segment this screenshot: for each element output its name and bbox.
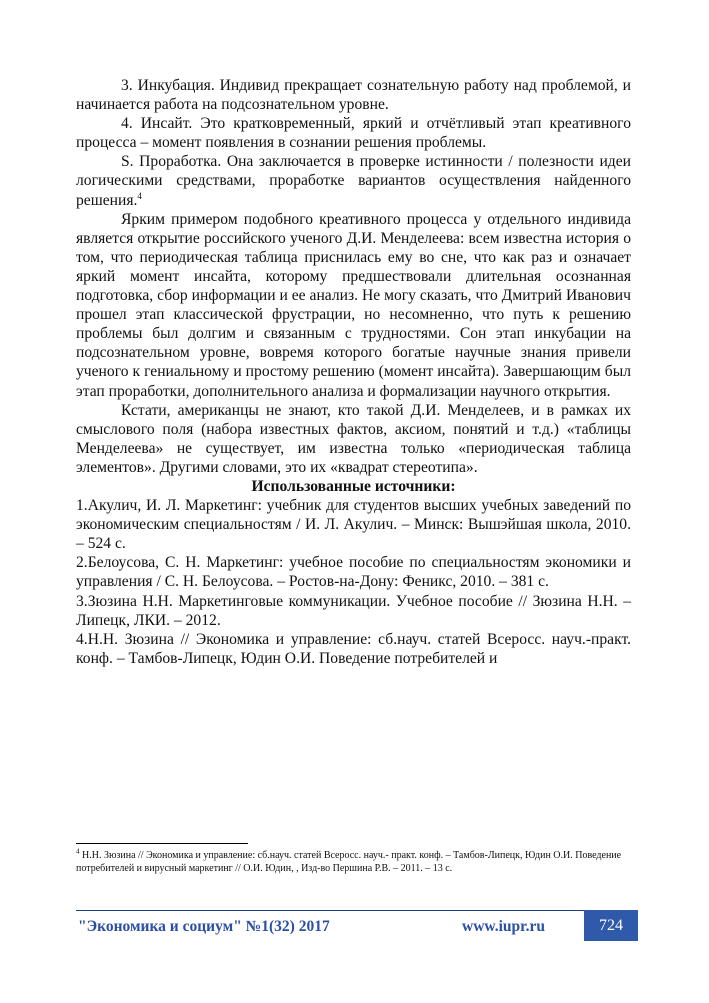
reference-item: 2.Белоусова, С. Н. Маркетинг: учебное пособие по специальностям экономики и управления / С. Н. Белоусова. – Ростов-на-Дону: Феникс, 2010. – 381 с. — [76, 554, 631, 591]
paragraph-americans: Кстати, американцы не знают, кто такой Д.И. Менделеев, и в рамках их смыслового поля (набора известных фактов, аксиом, понятий и т.д.) «таблицы Менделеева» не существует, им известна только «периодическая таблица элементов». Другими словами, это их «квадрат стереотипа». — [76, 401, 631, 476]
page-number: 724 — [599, 916, 623, 934]
footnote-number: 4 — [76, 847, 80, 856]
reference-item: 3.Зюзина Н.Н. Маркетинговые коммуникации. Учебное пособие // Зюзина Н.Н. – Липецк, ЛКИ. – 2012. — [76, 592, 631, 629]
journal-title: "Экономика и социум" №1(32) 2017 — [78, 918, 330, 935]
footnote-reference[interactable]: 4 — [137, 190, 142, 201]
reference-item: 4.Н.Н. Зюзина // Экономика и управление: сб.науч. статей Всеросс. науч.-практ. конф. – Тамбов-Липецк, Юдин О.И. Поведение потребителей и — [76, 630, 631, 667]
reference-item: 1.Акулич, И. Л. Маркетинг: учебник для студентов высших учебных заведений по экономическим специальностям / И. Л. Акулич. – Минск: Вышэйшая школа, 2010. – 524 с. — [76, 497, 631, 553]
main-text — [76, 76, 631, 668]
footnote-text: Н.Н. Зюзина // Экономика и управление: сб.науч. статей Всеросс. науч.- практ. конф. – Тамбов-Липецк, Юдин О.И. Поведение потребителей и вирусный маркетинг // О.И. Юдин, , Изд-во Першина Р.В. – 2011. – 13 с. — [76, 850, 622, 874]
paragraph-insight: 4. Инсайт. Это кратковременный, яркий и отчётливый этап креативного процесса – момент появления в сознании решения проблемы. — [76, 115, 631, 152]
paragraph-mendeleev-example: Ярким примером подобного креативного процесса у отдельного индивида является открытие российского ученого Д.И. Менделеева: всем известна история о том, что периодическая таблица приснилась ему во сне, что как раз и означает яркий момент инсайта, которому предшествовали длительная осознанная подготовка, сбор информации и ее анализ. Не могу сказать, что Дмитрий Иванович прошел этап классической фрустрации, но несомненно, что путь к решению проблемы был долгим и связанным с трудностями. Сон этап инкубации на подсознательном уровне, вовремя которого богатые научные знания привели ученого к гениальному и простому решению (момент инсайта). Завершающим был этап проработки, дополнительного анализа и формализации научного открытия. — [76, 210, 631, 400]
page-number-badge — [584, 910, 638, 941]
footnote-divider — [76, 843, 248, 844]
footnote — [76, 847, 631, 875]
paragraph-elaboration — [76, 152, 631, 209]
paragraph-elaboration-text: S. Проработка. Она заключается в проверке истинности / полезности идеи логическими средствами, проработке вариантов осуществления найденного решения. — [76, 153, 631, 209]
paragraph-incubation: 3. Инкубация. Индивид прекращает сознательную работу над проблемой, и начинается работа на подсознательном уровне. — [76, 77, 631, 114]
footer-divider — [76, 910, 638, 911]
journal-url-link[interactable]: www.iupr.ru — [462, 918, 545, 935]
references-heading: Использованные источники: — [251, 477, 456, 495]
